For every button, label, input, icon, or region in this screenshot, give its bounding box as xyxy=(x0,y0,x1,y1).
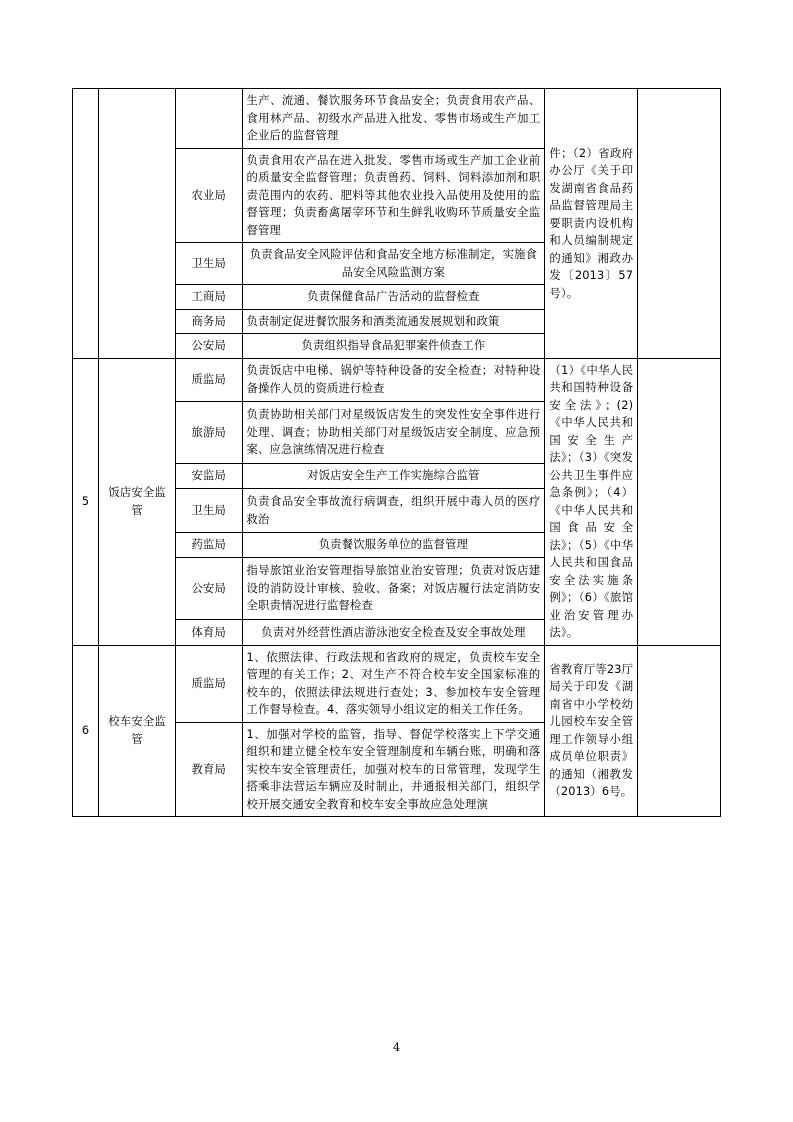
remark-cell xyxy=(638,645,721,817)
dept-cell: 药监局 xyxy=(175,532,242,557)
duty-cell: 生产、流通、餐饮服务环节食品安全；负责食用农产品、食用林产品、初级水产品进入批发、零售市场或生产加工企业后的监督管理 xyxy=(242,89,545,149)
row-number-cell xyxy=(73,89,99,359)
row-number-cell: 5 xyxy=(73,358,99,645)
dept-cell: 商务局 xyxy=(175,309,242,334)
row-category-cell: 饭店安全监管 xyxy=(99,358,176,645)
duty-cell: 对饭店安全生产工作实施综合监管 xyxy=(242,463,545,488)
dept-cell: 卫生局 xyxy=(175,243,242,285)
dept-cell: 质监局 xyxy=(175,358,242,402)
dept-cell: 旅游局 xyxy=(175,402,242,464)
duty-cell: 负责对外经营性酒店游泳池安全检查及安全事故处理 xyxy=(242,620,545,645)
row-category-cell: 校车安全监管 xyxy=(99,645,176,817)
dept-cell: 质监局 xyxy=(175,645,242,722)
dept-cell: 工商局 xyxy=(175,285,242,310)
table-row xyxy=(73,645,721,722)
row-number-cell: 6 xyxy=(73,645,99,817)
duty-cell: 负责食品安全风险评估和食品安全地方标准制定，实施食品安全风险监测方案 xyxy=(242,243,545,285)
duty-cell: 负责食用农产品在进入批发、零售市场或生产加工企业前的质量安全监督管理；负责兽药、饲料、饲料添加剂和职责范围内的农药、肥料等其他农业投入品使用及使用的监督管理；负责畜禽屠宰环节和生鲜乳收购环节质量安全监督管理 xyxy=(242,148,545,243)
basis-cell: 件；（2）省政府办公厅《关于印发湖南省食品药品监督管理局主要职责内设机构和人员编制规定的通知》湘政办发〔2013〕57号）。 xyxy=(545,89,638,359)
duty-cell: 负责饭店中电梯、锅炉等特种设备的安全检查；对特种设备操作人员的资质进行检查 xyxy=(242,358,545,402)
dept-cell: 体育局 xyxy=(175,620,242,645)
duty-cell: 负责餐饮服务单位的监督管理 xyxy=(242,532,545,557)
table-row xyxy=(73,89,721,149)
page-number: 4 xyxy=(392,1040,401,1054)
responsibility-table xyxy=(72,88,721,817)
dept-cell: 教育局 xyxy=(175,722,242,817)
row-category-cell xyxy=(99,89,176,359)
dept-cell: 公安局 xyxy=(175,558,242,620)
duty-cell: 负责制定促进餐饮服务和酒类流通发展规划和政策 xyxy=(242,309,545,334)
duty-cell: 负责协助相关部门对星级饭店发生的突发性安全事件进行处理、调查；协助相关部门对星级饭店安全制度、应急预案、应急演练情况进行检查 xyxy=(242,402,545,464)
duty-cell: 1、加强对学校的监管，指导、督促学校落实上下学交通组织和建立健全校车安全管理制度和车辆台账，明确和落实校车安全管理责任，加强对校车的日常管理，发现学生搭乘非法营运车辆应及时制止，并通报相关部门，组织学校开展交通安全教育和校车安全事故应急处理演 xyxy=(242,722,545,817)
basis-cell: （1）《中华人民共和国特种设备安全法》；(2)《中华人民共和国安全生产法》；（3）《突发公共卫生事件应急条例》；（4）《中华人民共和国食品安全法》；（5）《中华人民共和国食品安全法实施条例》；（6）《旅馆业治安管理办法》。 xyxy=(545,358,638,645)
table-row xyxy=(73,358,721,402)
duty-cell: 负责保健食品广告活动的监督检查 xyxy=(242,285,545,310)
dept-cell: 安监局 xyxy=(175,463,242,488)
dept-cell: 卫生局 xyxy=(175,489,242,533)
duty-cell: 指导旅馆业治安管理指导旅馆业治安管理；负责对饭店建设的消防设计审核、验收、备案；对饭店履行法定消防安全职责情况进行监督检查 xyxy=(242,558,545,620)
dept-cell xyxy=(175,89,242,149)
duty-cell: 负责组织指导食品犯罪案件侦查工作 xyxy=(242,334,545,359)
remark-cell xyxy=(638,358,721,645)
basis-cell: 省教育厅等23厅局关于印发《湖南省中小学校幼儿园校车安全管理工作领导小组成员单位职责》的通知（湘教发（2013）6号。 xyxy=(545,645,638,817)
duty-cell: 1、依照法律、行政法规和省政府的规定，负责校车安全管理的有关工作；2、对生产不符合校车安全国家标准的校车的，依照法律法规进行查处；3、参加校车安全管理工作督导检查。4、落实领导小组议定的相关工作任务。 xyxy=(242,645,545,722)
dept-cell: 公安局 xyxy=(175,334,242,359)
dept-cell: 农业局 xyxy=(175,148,242,243)
duty-cell: 负责食品安全事故流行病调查，组织开展中毒人员的医疗救治 xyxy=(242,489,545,533)
remark-cell xyxy=(638,89,721,359)
